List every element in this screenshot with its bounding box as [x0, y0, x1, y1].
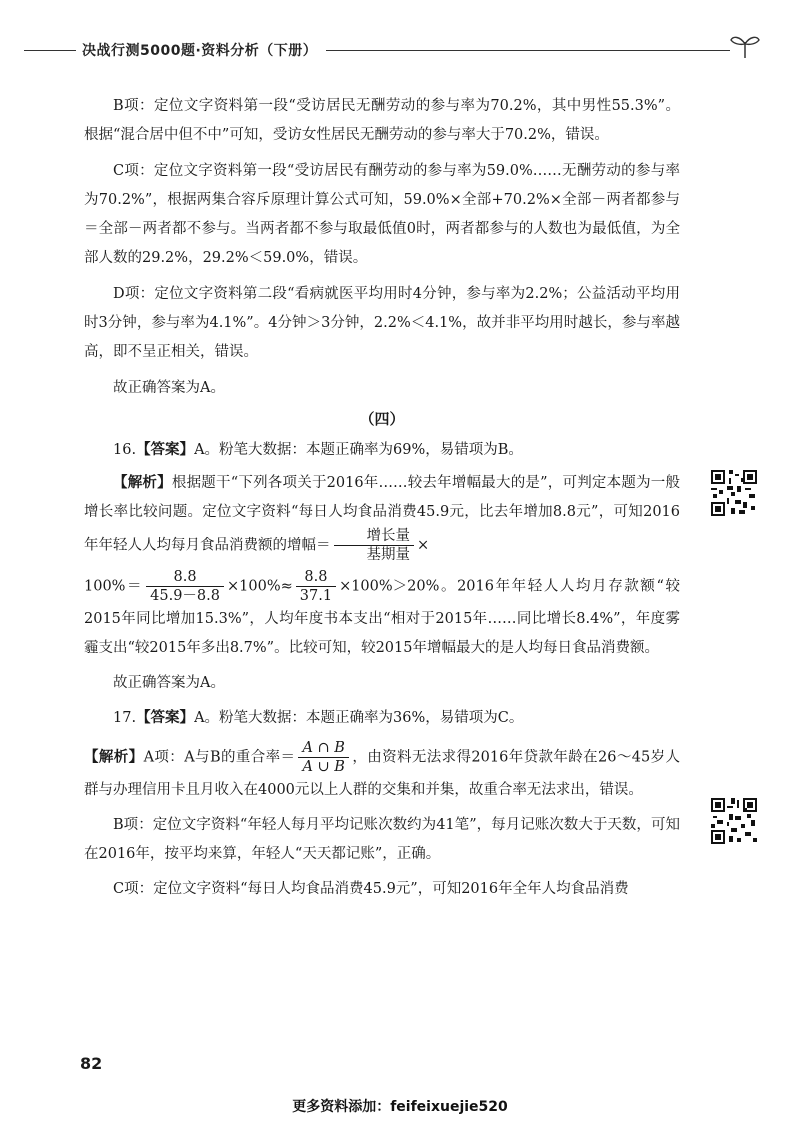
q16-analysis-tag: 【解析】 — [113, 475, 172, 491]
q16-fraction-2-numerator: 8.8 — [146, 568, 224, 587]
q17-option-c-paragraph: C项：定位文字资料“每日人均食品消费45.9元”，可知2016年全年人均食品消费 — [113, 881, 629, 897]
q17-analysis-paragraph — [84, 739, 680, 805]
q17-answer-tag: 【答案】 — [136, 710, 195, 726]
q16-answer-tag: 【答案】 — [136, 442, 195, 458]
q16-fraction-3-denominator: 37.1 — [299, 588, 333, 604]
q16-analysis-lead: 根据题干“下列各项关于2016年……较去年增幅最大的是”，可判定本题为一般增长率比较问题。定位文字资料“每日人均食品消费45.9元，比去年增加8.8元”，可知2016年年轻人人均每月食品消费额的增幅＝ — [84, 475, 681, 554]
option-c-paragraph: C项：定位文字资料第一段“受访居民有酬劳动的参与率为59.0%……无酬劳动的参与率为70.2%”，根据两集合容斥原理计算公式可知，59.0%×全部+70.2%×全部－两者都参与＝全部－两者都不参与。当两者都不参与取最低值0时，两者都参与的人数也为最低值，为全部人数的29.2%，29.2%＜59.0%，错误。 — [84, 163, 680, 266]
q17-analysis-tag: 【解析】 — [84, 749, 144, 766]
conclusion-text: 故正确答案为A。 — [113, 380, 225, 396]
option-d-paragraph: D项：定位文字资料第二段“看病就医平均用时4分钟，参与率为2.2%；公益活动平均用时3分钟，参与率为4.1%”。4分钟＞3分钟，2.2%＜4.1%，故并非平均用时越长，参与率越高，即不呈正相关，错误。 — [84, 286, 680, 360]
q16-growth-formula — [334, 527, 415, 564]
q16-analysis-paragraph — [84, 469, 680, 564]
q16-fraction-2-denominator: 45.9－8.8 — [150, 588, 220, 604]
q16-number: 16. — [113, 442, 137, 458]
q16-fraction-3 — [296, 568, 336, 605]
q16-qr-code[interactable] — [709, 468, 759, 518]
q16-answer-line — [84, 436, 680, 465]
q17-number: 17. — [113, 710, 137, 726]
footer-note: 更多资料添加：feifeixuejie520 — [292, 1099, 508, 1115]
header-rule-left — [24, 50, 76, 51]
q17-overlap-formula-numerator: A ∩ B — [298, 739, 349, 758]
q17-answer-line — [84, 704, 680, 733]
page-header — [24, 38, 776, 62]
q17-overlap-formula-denominator: A ∪ B — [302, 759, 345, 775]
q16-times-a: × — [417, 537, 430, 554]
q17-a-tail: ，由资料无法求得2016年贷款年龄在26～45岁人群与办理信用卡且月收入在4000元以上人群的交集和并集，故重合率无法求出，错误。 — [84, 749, 680, 798]
qr-code-icon — [709, 468, 759, 518]
q16-fraction-3-numerator: 8.8 — [296, 568, 336, 587]
page-number: 82 — [80, 1054, 103, 1073]
q17-option-b-paragraph: B项：定位文字资料“年轻人每月平均记账次数约为41笔”，每月记账次数大于天数，可知在2016年，按平均来算，年轻人“天天都记账”，正确。 — [84, 817, 680, 862]
header-title: 决战行测5000题·资料分析（下册） — [82, 43, 318, 59]
q17-a-lead: A项：A与B的重合率＝ — [143, 749, 296, 766]
qr-code-icon — [709, 796, 759, 846]
q16-growth-formula-denominator: 基期量 — [366, 547, 410, 563]
q17-overlap-formula — [298, 739, 349, 776]
q16-answer-text: A。粉笔大数据：本题正确率为69%，易错项为B。 — [194, 442, 523, 458]
q16-analysis-tail: ×100%＞20%。2016年年轻人人均月存款额“较2015年同比增加15.3%”，人均年度书本支出“相对于2015年……同比增长8.4%”，年度雾霾支出“较2015年多出8.7%”。比较可知，较2015年增幅最大的是人均每日食品消费额。 — [84, 578, 680, 656]
header-rule-right — [326, 50, 730, 51]
q16-line-100: 100%＝ — [84, 578, 144, 595]
q16-growth-formula-numerator: 增长量 — [334, 527, 415, 546]
q17-answer-text: A。粉笔大数据：本题正确率为36%，易错项为C。 — [194, 710, 524, 726]
q16-mid-times: ×100%≈ — [227, 578, 293, 595]
q16-fraction-2 — [146, 568, 224, 605]
sprout-icon — [728, 32, 762, 60]
q16-calculation-paragraph — [84, 568, 680, 663]
q16-conclusion: 故正确答案为A。 — [113, 675, 225, 691]
answer-body-top — [84, 92, 680, 904]
option-b-paragraph: B项：定位文字资料第一段“受访居民无酬劳动的参与率为70.2%，其中男性55.3%”。根据“混合居中但不中”可知，受访女性居民无酬劳动的参与率大于70.2%，错误。 — [84, 98, 680, 143]
section-heading: （四） — [359, 410, 405, 428]
q17-qr-code[interactable] — [709, 796, 759, 846]
